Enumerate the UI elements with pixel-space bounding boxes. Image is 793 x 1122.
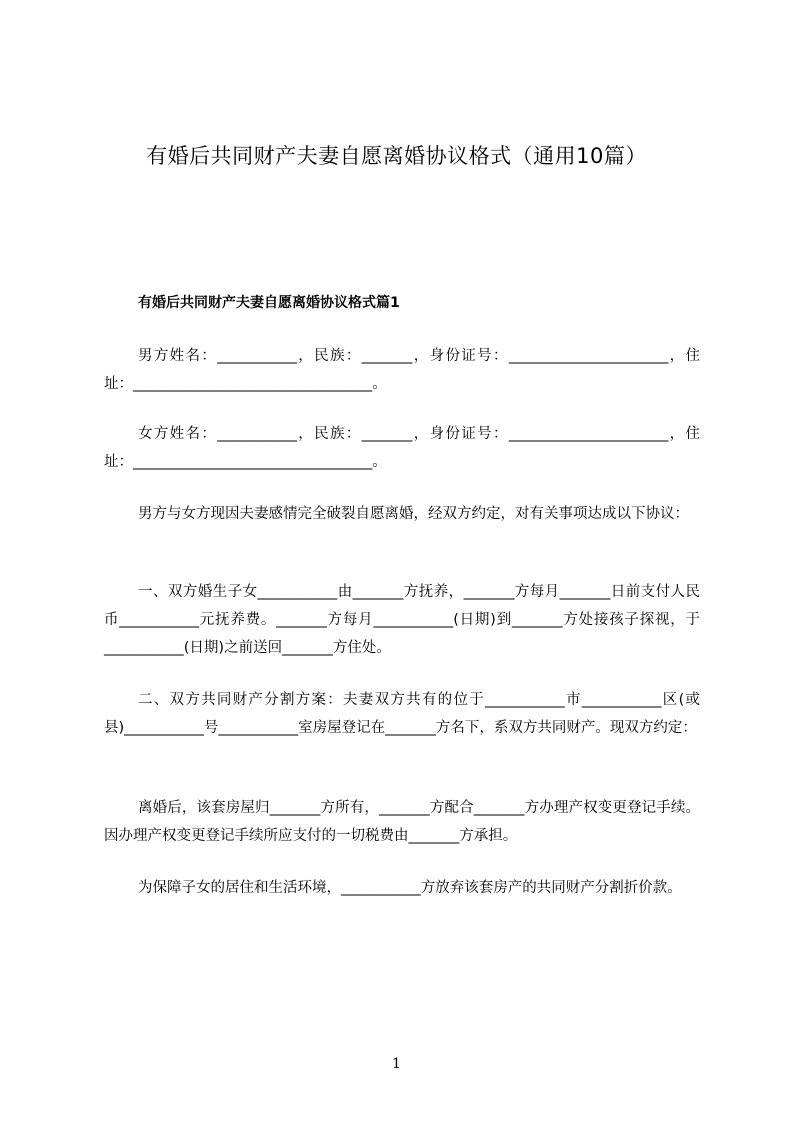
section-heading: 有婚后共同财产夫妻自愿离婚协议格式篇1 — [138, 295, 400, 311]
paragraph-child-custody: 一、双方婚生子女___________由_______方抚养，_______方每月_______日前支付人民币___________元抚养费。_______方每月___________(日期)到_______方处接孩子探视，于___________(日期)之前送回_______方住处。 — [104, 584, 700, 656]
paragraph-agreement-intro: 男方与女方现因夫妻感情完全破裂自愿离婚，经双方约定，对有关事项达成以下协议： — [138, 506, 689, 522]
paragraph-male-party-info: 男方姓名：___________，民族：_______，身份证号：______________________，住址：_________________________________。 — [104, 348, 700, 392]
paragraph-female-party-info: 女方姓名：___________，民族：_______，身份证号：______________________，住址：_________________________________。 — [104, 426, 700, 470]
paragraph-house-ownership: 离婚后，该套房屋归_______方所有，_______方配合_______方办理产权变更登记手续。因办理产权变更登记手续所应支付的一切税费由_______方承担。 — [104, 800, 700, 844]
paragraph-child-residence: 为保障子女的居住和生活环境，___________方放弃该套房产的共同财产分割折价款。 — [138, 880, 682, 896]
document-title: 有婚后共同财产夫妻自愿离婚协议格式（通用10篇） — [146, 144, 647, 168]
paragraph-property-division: 二、双方共同财产分割方案：夫妻双方共有的位于___________市___________区(或县)___________号___________室房屋登记在_______方名下，系双方共同财产。现双方约定： — [104, 692, 700, 736]
page-number: 1 — [392, 1056, 401, 1072]
